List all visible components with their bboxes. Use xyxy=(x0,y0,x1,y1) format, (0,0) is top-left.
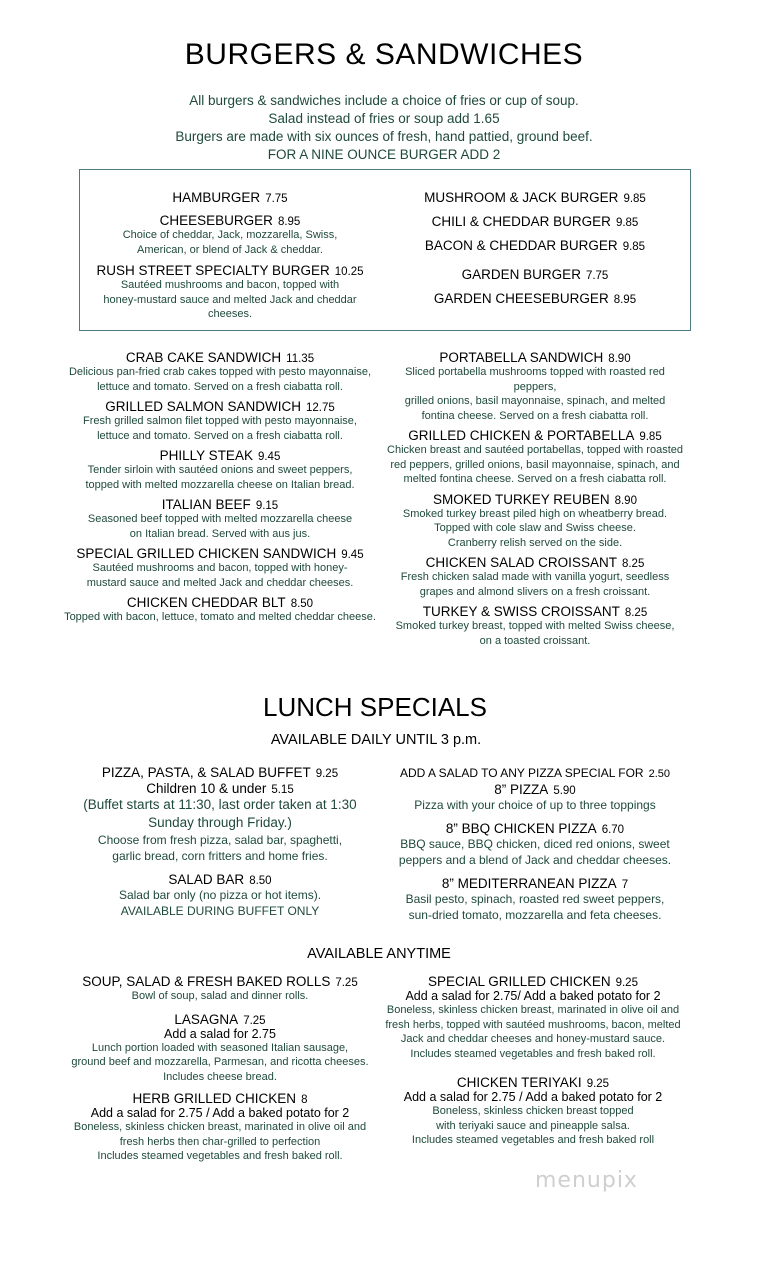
item-name: SOUP, SALAD & FRESH BAKED ROLLS xyxy=(82,974,331,989)
children-price xyxy=(62,781,378,796)
pizza-salad-note xyxy=(383,766,687,780)
desc-line: mustard sauce and melted Jack and cheddar cheeses. xyxy=(86,576,354,589)
item-price: 7.25 xyxy=(243,1014,266,1027)
item-price: 11.35 xyxy=(286,353,315,365)
item-name: GARDEN CHEESEBURGER xyxy=(433,291,609,306)
item-desc xyxy=(383,797,687,813)
note-line: Sunday through Friday.) xyxy=(148,815,292,830)
item-price: 7 xyxy=(621,879,629,891)
desc-line: Sautéed mushrooms and bacon, topped with honey- xyxy=(92,562,348,574)
menu-item xyxy=(62,595,378,610)
menu-item xyxy=(385,238,685,267)
anytime-title: AVAILABLE ANYTIME xyxy=(307,946,451,962)
desc-line: grilled onions, basil mayonnaise, spinach, and melted xyxy=(404,395,666,407)
item-desc xyxy=(62,463,378,492)
item-desc xyxy=(62,365,378,394)
menu-item xyxy=(383,782,687,797)
note-line: (Buffet starts at 11:30, last order taken at 1:30 xyxy=(83,797,357,812)
desc-line: Includes steamed vegetables and fresh baked roll xyxy=(411,1134,655,1146)
item-desc xyxy=(62,561,378,590)
item-desc xyxy=(378,1104,688,1148)
item-price: 7.75 xyxy=(585,270,609,282)
item-desc xyxy=(80,278,380,322)
desc-line: Boneless, skinless chicken breast, marinated in olive oil and xyxy=(73,1121,367,1133)
item-price: 8.50 xyxy=(249,875,272,887)
item-name: CHEESEBURGER xyxy=(159,213,273,228)
item-price: 10.25 xyxy=(334,266,364,278)
desc-line: sun-dried tomato, mozzarella and feta cheeses. xyxy=(408,908,662,922)
desc-line: red peppers, grilled onions, basil mayonnaise, spinach, and xyxy=(390,458,680,471)
item-price: 8 xyxy=(301,1094,308,1106)
desc-line: grapes and almond slivers on a fresh croissant. xyxy=(419,585,651,598)
item-name: HAMBURGER xyxy=(172,190,261,205)
menu-item xyxy=(383,604,687,619)
item-price: 9.85 xyxy=(623,193,646,205)
intro-line: Burgers are made with six ounces of fresh, hand pattied, ground beef. xyxy=(175,129,593,144)
item-price: 5.15 xyxy=(271,784,294,796)
box-divider xyxy=(383,170,384,330)
menu-item xyxy=(383,428,687,443)
menu-item xyxy=(383,555,687,570)
desc-line: Chicken breast and sautéed portabellas, topped with roasted xyxy=(387,444,683,456)
item-price: 8.25 xyxy=(624,607,648,619)
desc-line: Includes steamed vegetables and fresh baked roll. xyxy=(97,1150,343,1162)
item-price: 8.25 xyxy=(621,558,645,570)
menu-item xyxy=(62,974,378,989)
item-desc xyxy=(62,887,378,919)
intro-line: Salad instead of fries or soup add 1.65 xyxy=(268,111,500,126)
item-desc xyxy=(378,1003,688,1061)
desc-line: Pizza with your choice of up to three toppings xyxy=(414,798,656,812)
item-price: 9.45 xyxy=(341,549,364,561)
item-price: 9.45 xyxy=(257,451,281,463)
item-name: TURKEY & SWISS CROISSANT xyxy=(422,604,620,619)
menu-item xyxy=(378,1075,688,1090)
item-name: CHILI & CHEDDAR BURGER xyxy=(431,214,611,229)
menu-item xyxy=(62,350,378,365)
sandwiches-right xyxy=(383,350,687,648)
desc-line: Basil pesto, spinach, roasted red sweet peppers, xyxy=(405,892,665,906)
desc-line: on a toasted croissant. xyxy=(479,634,591,647)
item-name: RUSH STREET SPECIALTY BURGER xyxy=(96,263,330,278)
desc-line: lettuce and tomato. Served on a fresh ciabatta roll. xyxy=(97,429,343,442)
item-name: ITALIAN BEEF xyxy=(161,497,251,512)
section-title-lunch: LUNCH SPECIALS xyxy=(263,692,487,722)
desc-line: melted fontina cheese. Served on a fresh ciabatta roll. xyxy=(403,473,667,485)
menu-item xyxy=(62,765,378,780)
anytime-right xyxy=(378,974,688,1148)
item-price: 9.85 xyxy=(622,241,646,253)
menu-item xyxy=(383,492,687,507)
desc-line: Seasoned beef topped with melted mozzarella cheese xyxy=(87,513,353,525)
desc-line: Topped with bacon, lettuce, tomato and melted cheddar cheese. xyxy=(64,611,376,623)
desc-line: garlic bread, corn fritters and home fries. xyxy=(112,849,328,863)
item-desc xyxy=(383,891,687,923)
item-desc xyxy=(383,443,687,487)
intro-line: FOR A NINE OUNCE BURGER ADD 2 xyxy=(267,147,501,162)
desc-line: on Italian bread. Served with aus jus. xyxy=(129,527,311,540)
desc-line: ground beef and mozzarella, Parmesan, and ricotta cheeses. xyxy=(71,1056,369,1068)
desc-line: fresh herbs, topped with sautéed mushrooms, bacon, melted xyxy=(385,1018,681,1031)
item-desc xyxy=(62,832,378,864)
item-name: LASAGNA xyxy=(174,1011,239,1027)
menu-item xyxy=(80,213,380,228)
item-price: 8.95 xyxy=(277,216,301,228)
note-text: ADD A SALAD TO ANY PIZZA SPECIAL FOR xyxy=(399,766,644,780)
desc-line: Sliced portabella mushrooms topped with roasted red peppers, xyxy=(405,366,665,393)
desc-line: fontina cheese. Served on a fresh ciabatta roll. xyxy=(421,409,649,422)
item-desc xyxy=(383,619,687,648)
desc-line: Delicious pan-fried crab cakes topped with pesto mayonnaise, xyxy=(68,366,372,378)
desc-line: Smoked turkey breast piled high on wheatberry bread. xyxy=(402,507,668,520)
add-on-text: Add a salad for 2.75 / Add a baked potato for 2 xyxy=(90,1106,350,1120)
desc-line: Fresh chicken salad made with vanilla yogurt, seedless xyxy=(400,571,670,583)
menu-item xyxy=(80,263,380,278)
buffet-notes xyxy=(62,796,378,832)
item-desc xyxy=(62,414,378,443)
item-price: 9.85 xyxy=(615,217,639,229)
item-name: GRILLED CHICKEN & PORTABELLA xyxy=(408,428,635,443)
menu-item xyxy=(62,1091,378,1106)
add-on-text: Add a salad for 2.75 xyxy=(164,1026,276,1041)
desc-line: Includes cheese bread. xyxy=(163,1070,277,1083)
desc-line: Cranberry relish served on the side. xyxy=(447,536,623,549)
item-name: GRILLED SALMON SANDWICH xyxy=(105,399,301,414)
desc-line: BBQ sauce, BBQ chicken, diced red onions, sweet xyxy=(400,837,670,851)
item-desc xyxy=(62,989,378,1004)
item-name: BACON & CHEDDAR BURGER xyxy=(424,238,618,253)
desc-line: Tender sirloin with sautéed onions and sweet peppers, xyxy=(87,464,353,476)
item-price: 8.95 xyxy=(613,294,637,306)
section-title-burgers: BURGERS & SANDWICHES xyxy=(184,38,584,71)
add-on-text: Add a salad for 2.75/ Add a baked potato for 2 xyxy=(405,989,661,1003)
item-desc xyxy=(383,365,687,423)
desc-line: Smoked turkey breast, topped with melted Swiss cheese, xyxy=(395,620,675,632)
item-name: GARDEN BURGER xyxy=(461,267,581,282)
desc-line: Sautéed mushrooms and bacon, topped with xyxy=(120,279,340,291)
item-name: 8” PIZZA xyxy=(494,782,549,797)
menu-item xyxy=(385,214,685,238)
buffet-column xyxy=(62,765,378,919)
desc-line: Topped with cole slaw and Swiss cheese. xyxy=(434,522,636,534)
desc-line: Boneless, skinless chicken breast, marinated in olive oil and xyxy=(386,1004,680,1016)
item-name: PORTABELLA SANDWICH xyxy=(439,350,604,365)
item-name: HERB GRILLED CHICKEN xyxy=(132,1091,297,1106)
item-price: 6.70 xyxy=(601,824,625,836)
desc-line: peppers and a blend of Jack and cheddar cheeses. xyxy=(398,853,672,867)
item-name: PIZZA, PASTA, & SALAD BUFFET xyxy=(101,765,311,780)
desc-line: Choose from fresh pizza, salad bar, spaghetti, xyxy=(97,833,343,847)
menu-item xyxy=(80,190,380,205)
menu-item xyxy=(385,267,685,291)
desc-line: fresh herbs then char-grilled to perfection xyxy=(119,1135,321,1148)
lunch-subtitle: AVAILABLE DAILY UNTIL 3 p.m. xyxy=(270,732,482,748)
desc-line: topped with melted mozzarella cheese on Italian bread. xyxy=(85,478,355,491)
item-price: 12.75 xyxy=(306,402,335,414)
menu-item xyxy=(62,1012,378,1027)
item-desc xyxy=(62,610,378,625)
item-desc xyxy=(383,570,687,599)
menu-item xyxy=(385,291,685,306)
burger-box-left xyxy=(80,190,380,322)
item-desc xyxy=(383,836,687,868)
item-name: CRAB CAKE SANDWICH xyxy=(125,350,282,365)
menu-item xyxy=(62,399,378,414)
item-name: CHICKEN TERIYAKI xyxy=(456,1075,582,1090)
sandwiches-left xyxy=(62,350,378,625)
desc-line: with teriyaki sauce and pineapple salsa. xyxy=(436,1119,630,1132)
desc-line: Jack and cheddar cheeses and honey-mustard sauce. xyxy=(400,1033,666,1045)
desc-line: AVAILABLE DURING BUFFET ONLY xyxy=(120,904,320,918)
item-desc xyxy=(80,228,380,257)
item-name: CHICKEN SALAD CROISSANT xyxy=(425,555,617,570)
item-desc xyxy=(383,507,687,551)
menu-item xyxy=(383,821,687,836)
item-price: 9.25 xyxy=(615,977,638,989)
item-price: 5.90 xyxy=(553,785,576,797)
item-name: SPECIAL GRILLED CHICKEN xyxy=(428,974,611,989)
item-name: SALAD BAR xyxy=(168,872,245,887)
item-name: 8” MEDITERRANEAN PIZZA xyxy=(441,876,617,891)
desc-line: Choice of cheddar, Jack, mozzarella, Swiss, xyxy=(122,229,338,241)
add-on-text: Add a salad for 2.75 / Add a baked potato for 2 xyxy=(403,1090,663,1104)
menu-item xyxy=(62,872,378,887)
menu-item xyxy=(62,546,378,561)
item-desc xyxy=(62,1041,378,1085)
menu-item xyxy=(383,350,687,365)
item-name: PHILLY STEAK xyxy=(159,448,253,463)
desc-line: Lunch portion loaded with seasoned Italian sausage, xyxy=(91,1041,349,1054)
burgers-intro xyxy=(0,92,768,164)
item-name: SMOKED TURKEY REUBEN xyxy=(433,491,610,507)
desc-line: American, or blend of Jack & cheddar. xyxy=(137,243,323,256)
burger-box-right xyxy=(385,190,685,306)
item-price: 8.90 xyxy=(614,494,637,507)
desc-line: Salad bar only (no pizza or hot items). xyxy=(118,888,322,902)
item-desc xyxy=(62,512,378,541)
anytime-left xyxy=(62,974,378,1164)
desc-line: Bowl of soup, salad and dinner rolls. xyxy=(131,990,309,1002)
menu-item xyxy=(378,974,688,989)
item-price: 9.15 xyxy=(255,500,279,512)
item-name: SPECIAL GRILLED CHICKEN SANDWICH xyxy=(76,546,337,561)
note-price: 2.50 xyxy=(648,768,671,780)
item-desc xyxy=(62,1120,378,1164)
item-price: 9.85 xyxy=(639,431,662,443)
item-price: 7.25 xyxy=(335,977,358,989)
menu-item xyxy=(383,876,687,891)
menu-item xyxy=(62,497,378,512)
desc-line: Boneless, skinless chicken breast topped xyxy=(432,1105,634,1117)
item-price: 8.50 xyxy=(290,598,314,610)
item-price: 9.25 xyxy=(586,1078,610,1090)
desc-line: Fresh grilled salmon filet topped with pesto mayonnaise, xyxy=(83,415,357,427)
desc-line: Includes steamed vegetables and fresh baked roll. xyxy=(410,1047,656,1060)
menu-item xyxy=(62,448,378,463)
item-name: 8” BBQ CHICKEN PIZZA xyxy=(445,821,597,836)
item-name: Children 10 & under xyxy=(146,781,267,796)
intro-line: All burgers & sandwiches include a choice of fries or cup of soup. xyxy=(189,93,579,108)
item-price: 8.90 xyxy=(608,353,631,365)
item-name: CHICKEN CHEDDAR BLT xyxy=(126,595,286,610)
pizza-column xyxy=(383,766,687,923)
item-price: 9.25 xyxy=(315,768,339,780)
watermark-logo: menupix xyxy=(535,1168,638,1193)
item-price: 7.75 xyxy=(265,193,288,205)
item-name: MUSHROOM & JACK BURGER xyxy=(424,190,619,205)
menu-item xyxy=(385,190,685,214)
desc-line: honey-mustard sauce and melted Jack and cheddar cheeses. xyxy=(103,293,357,320)
desc-line: lettuce and tomato. Served on a fresh ciabatta roll. xyxy=(97,380,343,393)
